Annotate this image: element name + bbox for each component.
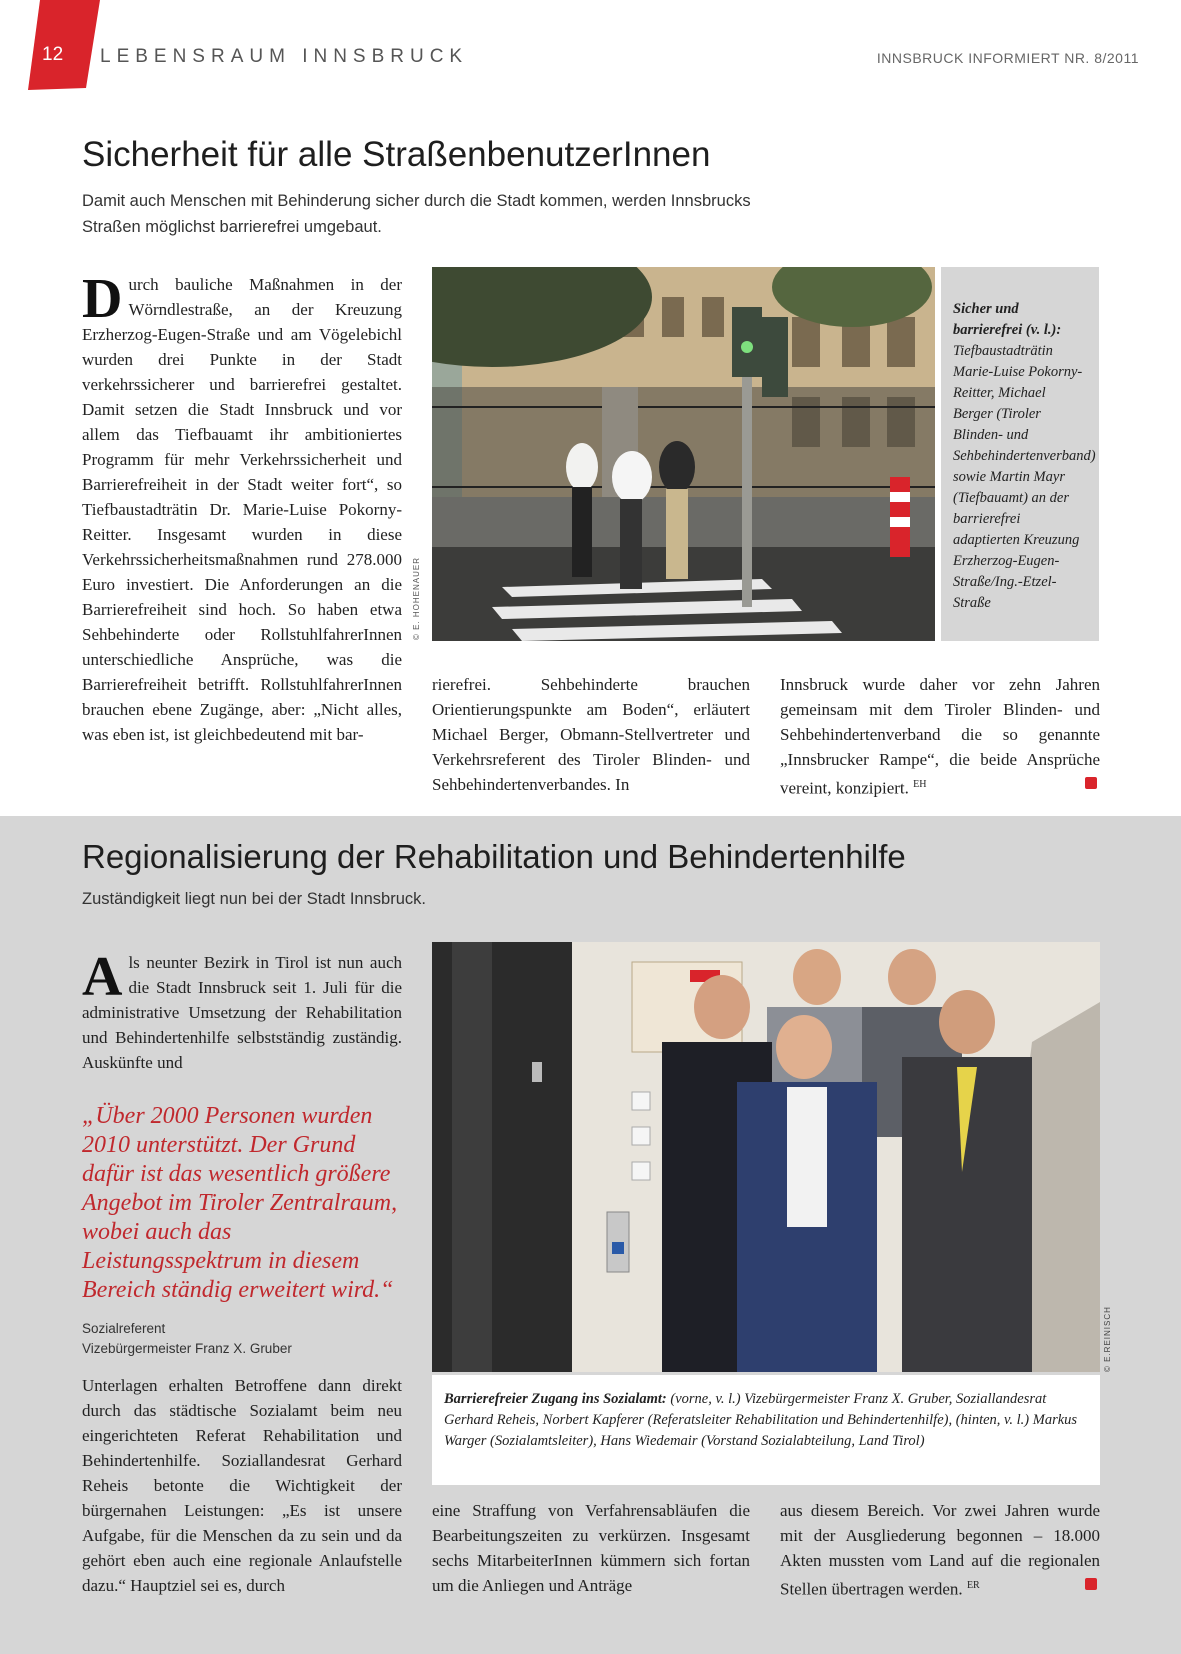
article2-column-1-bottom: Unterlagen erhalten Betroffene dann direkt durch das städtische Sozialamt beim neu eingerichteten Referat Rehabilitation und Behindertenhilfe. Soziallandesrat Gerhard Reheis betonte die Wichtigkeit der bürgernahen Leistungen: „Es ist unsere Aufgabe, für die Menschen da zu sein und da gehört eben auch eine regionale Anlaufstelle dazu.“ Hauptziel sei es, durch <box>82 1376 402 1595</box>
issue-label: INNSBRUCK INFORMIERT NR. 8/2011 <box>876 50 1139 66</box>
caption-2-text: (vorne, v. l.) Vizebürgermeister Franz X. Gruber, Soziallandesrat Gerhard Reheis, Norbert Kapferer (Referatsleiter Rehabilitation und Behindertenhilfe), (hinten, v. l.) Markus Warger (Sozialamtsleiter), Hans Wiedemair (Vorstand Sozialabteilung, Land Tirol) <box>444 1391 1078 1449</box>
article2-column-1-top <box>82 946 402 1075</box>
photo-caption-2 <box>432 1375 1100 1485</box>
author-initials: EH <box>913 779 927 790</box>
article1-column-1-text: urch bauliche Maßnahmen in der Wörndlestraße, an der Kreuzung Erzherzog-Eugen-Straße und am Vögelebichl wurden drei Punkte in der Stadt verkehrssicherer und barrierefrei gestaltet. Damit setzen die Stadt Innsbruck und vor allem das Tiefbauamt ihr ambitioniertes Programm für mehr Verkehrssicherheit und Barrierefreiheit in der Stadt weiter fort“, so Tiefbaustadträtin Dr. Marie-Luise Pokorny-Reitter. Insgesamt wurden in diese Verkehrssicherheitsmaßnahmen rund 278.000 Euro investiert. Die Anforderungen an die Barrierefreiheit sind hoch. So haben etwa Sehbehinderte oder RollstuhlfahrerInnen unterschiedliche Ansprüche, was die Barrierefreiheit betrifft. RollstuhlfahrerInnen brauchen ebene Zugänge, aber: „Nicht alles, was eben ist, ist gleichbedeutend mit bar- <box>82 275 402 744</box>
end-mark <box>1085 777 1097 789</box>
end-mark-2 <box>1085 1578 1097 1590</box>
article1-dropcap: D <box>82 268 123 330</box>
caption-2-title: Barrierefreier Zugang ins Sozialamt: <box>444 1391 667 1407</box>
page-number: 12 <box>42 44 64 65</box>
photo-caption <box>941 267 1099 641</box>
article1-column-1 <box>82 268 402 747</box>
section-label: LEBENSRAUM INNSBRUCK <box>100 46 469 67</box>
article2-column-3-text: aus diesem Bereich. Vor zwei Jahren wurde mit der Ausgliederung begonnen – 18.000 Akten mussten vom Land auf die regionalen Stellen übertragen werden. <box>780 1501 1100 1599</box>
crosswalk-photo <box>432 267 935 641</box>
photo-credit-2: © E.REINISCH <box>1103 1306 1112 1372</box>
article2-lead: Zuständigkeit liegt nun bei der Stadt Innsbruck. <box>82 890 426 908</box>
pull-quote: „Über 2000 Personen wurden 2010 unterstützt. Der Grund dafür ist das wesentlich größere Angebot im Tiroler Zentralraum, wobei auch das Leistungsspektrum in diesem Bereich ständig erweitert wird.“ <box>82 1103 398 1303</box>
group-photo <box>432 942 1100 1372</box>
author-initials-2: ER <box>966 1580 980 1591</box>
article2-column-3 <box>780 1498 1100 1602</box>
article1-lead: Damit auch Menschen mit Behinderung sicher durch die Stadt kommen, werden Innsbrucks Straßen möglichst barrierefrei umgebaut. <box>82 192 751 236</box>
article2-title: Regionalisierung der Rehabilitation und Behindertenhilfe <box>82 838 906 875</box>
caption-title: Sicher und barrierefrei (v. l.): <box>953 301 1062 338</box>
photo-credit: © E. HOHENAUER <box>412 556 421 640</box>
article2-dropcap: A <box>82 946 123 1008</box>
quote-attribution <box>82 1319 292 1359</box>
page-number-tab <box>28 0 100 90</box>
caption-text: Tiefbaustadträtin Marie-Luise Pokorny-Reitter, Michael Berger (Tiroler Blinden- und Sehbehindertenverband) sowie Martin Mayr (Tiefbauamt) an der barrierefrei adaptierten Kreuzung Erzherzog-Eugen-Straße/Ing.-Etzel-Straße <box>953 343 1096 611</box>
article2-column-2: eine Straffung von Verfahrensabläufen die Bearbeitungszeiten zu verkürzen. Insgesamt sechs MitarbeiterInnen kümmern sich fortan um die Anliegen und Anträge <box>432 1501 750 1595</box>
article1-column-3 <box>780 672 1100 801</box>
article2-column-1-top-text: ls neunter Bezirk in Tirol ist nun auch die Stadt Innsbruck seit 1. Juli für die administrative Umsetzung der Rehabilitation und Behindertenhilfe selbstständig zuständig. Auskünfte und <box>82 953 402 1072</box>
article1-column-3-text: Innsbruck wurde daher vor zehn Jahren gemeinsam mit dem Tiroler Blinden- und Sehbehindertenverband die so genannte „Innsbrucker Rampe“, die beide Ansprüche vereint, konzipiert. <box>780 675 1100 798</box>
quote-author: Vizebürgermeister Franz X. Gruber <box>82 1341 292 1356</box>
article1-title: Sicherheit für alle StraßenbenutzerInnen <box>82 135 711 174</box>
quote-role: Sozialreferent <box>82 1321 166 1336</box>
article1-column-2: rierefrei. Sehbehinderte brauchen Orientierungspunkte am Boden“, erläutert Michael Berger, Obmann-Stellvertreter und Verkehrsreferent des Tiroler Blinden- und Sehbehindertenverbandes. In <box>432 675 750 794</box>
